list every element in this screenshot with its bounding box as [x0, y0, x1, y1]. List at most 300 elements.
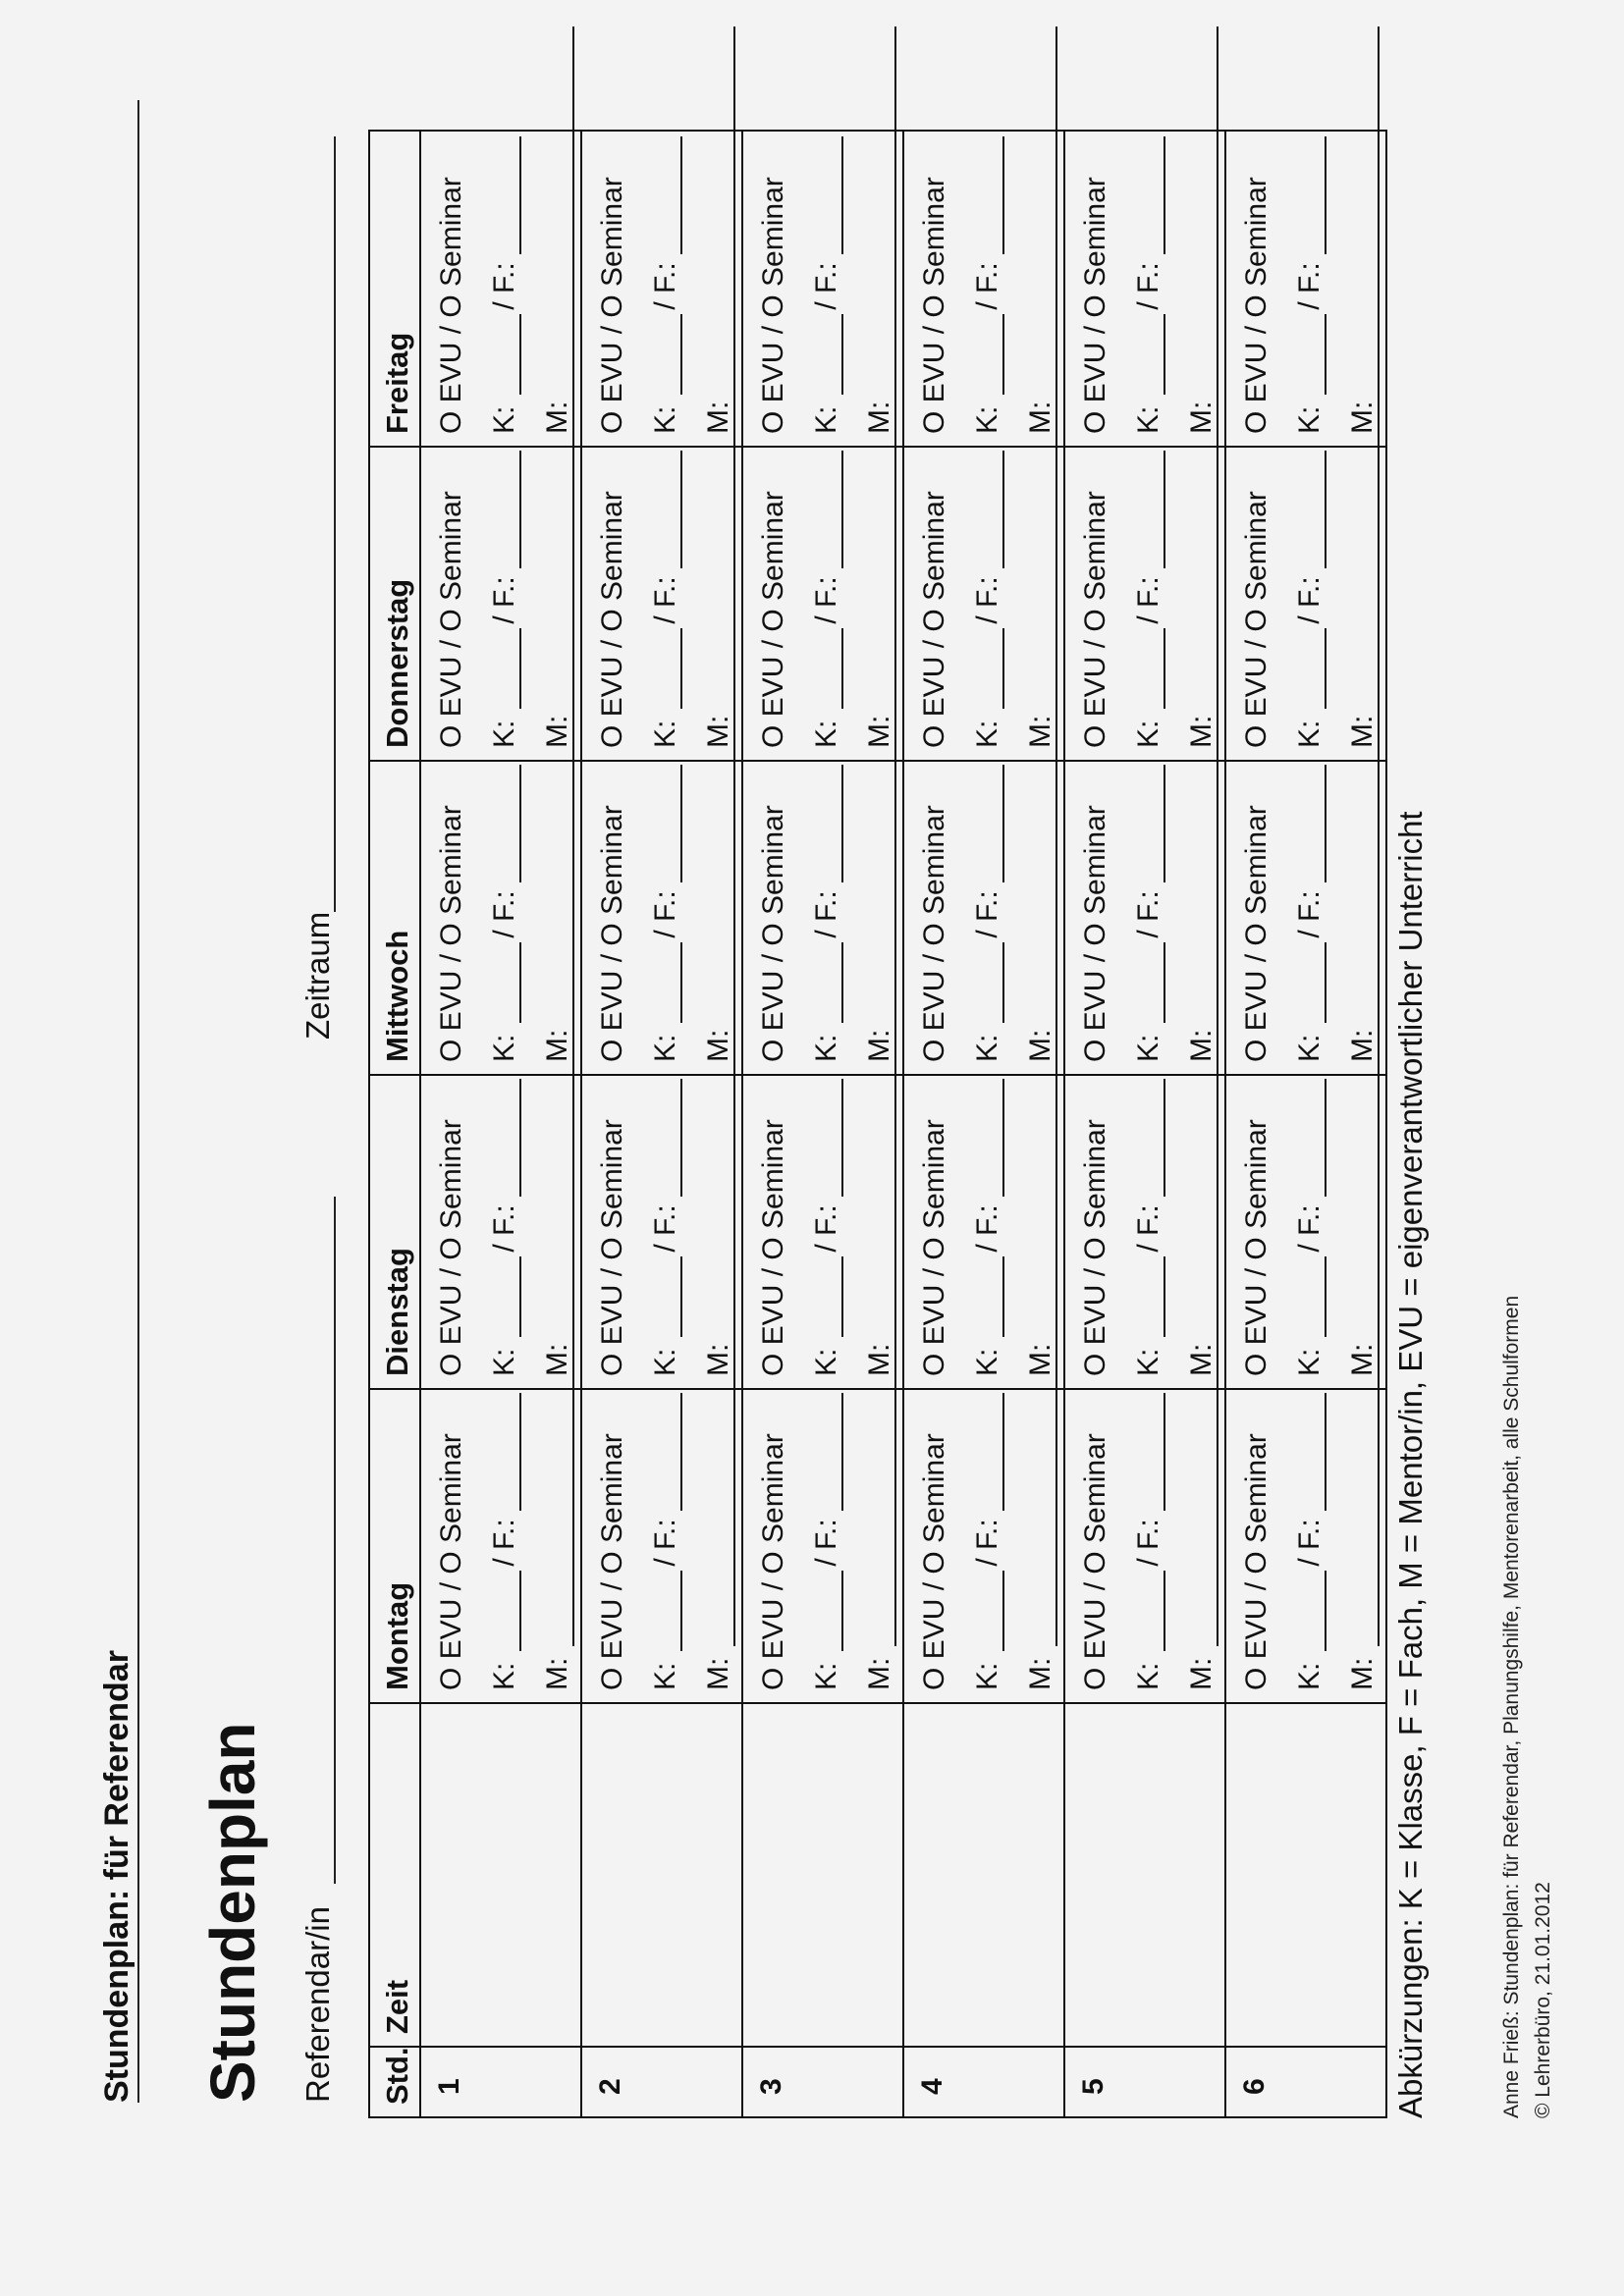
fach-label: / F.: — [1293, 262, 1326, 310]
evu-seminar-options[interactable]: O EVU / O Seminar — [596, 1119, 628, 1376]
evu-seminar-options[interactable]: O EVU / O Seminar — [1240, 177, 1272, 434]
footer-copyright: © Lehrerbüro, 21.01.2012 — [1532, 1882, 1554, 2118]
day-slot-cell — [581, 761, 742, 1075]
mentor-label: M: — [1346, 1029, 1379, 1062]
klasse-label: K: — [649, 720, 681, 748]
klasse-blank[interactable] — [490, 628, 521, 709]
fach-label: / F.: — [810, 262, 842, 310]
klasse-label: K: — [488, 1034, 520, 1062]
slot-form — [743, 762, 902, 1074]
klasse-blank[interactable] — [1295, 942, 1326, 1023]
fach-blank[interactable] — [651, 1393, 682, 1511]
klasse-blank[interactable] — [812, 1256, 843, 1337]
column-header: Montag — [369, 1389, 420, 1703]
klasse-blank[interactable] — [973, 1256, 1004, 1337]
klasse-fach-line — [1132, 451, 1165, 748]
evu-seminar-options[interactable]: O EVU / O Seminar — [918, 491, 950, 748]
slot-form — [421, 1390, 580, 1702]
fach-blank[interactable] — [1134, 136, 1165, 254]
lesson-number: 2 — [581, 2047, 742, 2117]
slot-form — [904, 1390, 1063, 1702]
lesson-number: 4 — [903, 2047, 1064, 2117]
mentor-line — [1185, 27, 1218, 434]
evu-seminar-options[interactable]: O EVU / O Seminar — [1079, 1119, 1111, 1376]
column-header: Donnerstag — [369, 447, 420, 761]
klasse-label: K: — [971, 1348, 1003, 1376]
mentor-label: M: — [1024, 1029, 1056, 1062]
day-slot-cell — [903, 761, 1064, 1075]
evu-seminar-options[interactable]: O EVU / O Seminar — [1079, 805, 1111, 1062]
fach-label: / F.: — [1293, 576, 1326, 624]
klasse-blank[interactable] — [651, 628, 682, 709]
fach-blank[interactable] — [1295, 136, 1326, 254]
mentor-label: M: — [1346, 715, 1379, 748]
evu-seminar-options[interactable]: O EVU / O Seminar — [918, 1119, 950, 1376]
evu-seminar-options[interactable]: O EVU / O Seminar — [918, 805, 950, 1062]
evu-seminar-options[interactable]: O EVU / O Seminar — [918, 177, 950, 434]
klasse-blank[interactable] — [1134, 314, 1165, 395]
klasse-label: K: — [488, 1662, 520, 1690]
referendar-label: Referendar/in — [299, 1906, 336, 2103]
klasse-blank[interactable] — [1295, 1256, 1326, 1337]
fach-blank[interactable] — [490, 765, 521, 882]
column-header: Std. — [369, 2047, 420, 2117]
mentor-label: M: — [1185, 1029, 1218, 1062]
fach-blank[interactable] — [1134, 451, 1165, 568]
klasse-blank[interactable] — [812, 628, 843, 709]
klasse-blank[interactable] — [651, 314, 682, 395]
footer-credit: Anne Frieß: Stundenplan: für Referendar, Planungshilfe, Mentorenarbeit, alle Schulformen — [1500, 1295, 1523, 2118]
zeitraum-label: Zeitraum — [299, 911, 336, 1040]
mentor-line — [541, 27, 574, 434]
klasse-fach-line — [810, 765, 843, 1062]
slot-form — [1226, 762, 1385, 1074]
mentor-label: M: — [1024, 1657, 1056, 1690]
klasse-label: K: — [971, 1034, 1003, 1062]
klasse-label: K: — [1293, 405, 1326, 434]
day-slot-cell — [1064, 131, 1225, 447]
evu-seminar-options[interactable]: O EVU / O Seminar — [596, 177, 628, 434]
klasse-label: K: — [1132, 1348, 1164, 1376]
klasse-fach-line — [488, 136, 521, 434]
fach-blank[interactable] — [1134, 1393, 1165, 1511]
time-cell[interactable] — [581, 1703, 742, 2047]
mentor-label: M: — [1346, 400, 1379, 434]
klasse-blank[interactable] — [490, 314, 521, 395]
fach-blank[interactable] — [973, 1393, 1004, 1511]
klasse-label: K: — [810, 1034, 842, 1062]
day-slot-cell — [420, 1389, 581, 1703]
klasse-label: K: — [1132, 405, 1164, 434]
klasse-blank[interactable] — [973, 314, 1004, 395]
klasse-label: K: — [810, 1662, 842, 1690]
klasse-label: K: — [971, 720, 1003, 748]
evu-seminar-options[interactable]: O EVU / O Seminar — [1240, 491, 1272, 748]
fach-label: / F.: — [971, 1519, 1003, 1567]
klasse-label: K: — [810, 1348, 842, 1376]
day-slot-cell — [742, 131, 903, 447]
slot-form — [904, 132, 1063, 446]
fach-label: / F.: — [971, 262, 1003, 310]
abbreviations-note: Abkürzungen: K = Klasse, F = Fach, M = Mentor/in, EVU = eigenverantwortlicher Unterricht — [1392, 811, 1429, 2118]
mentor-label: M: — [541, 400, 573, 434]
slot-form — [1065, 132, 1224, 446]
day-slot-cell — [581, 1389, 742, 1703]
table-row — [581, 131, 742, 2117]
fach-blank[interactable] — [490, 1393, 521, 1511]
klasse-blank[interactable] — [490, 942, 521, 1023]
klasse-label: K: — [1293, 1034, 1326, 1062]
fach-label: / F.: — [649, 890, 681, 938]
day-slot-cell — [903, 1075, 1064, 1389]
klasse-blank[interactable] — [1295, 628, 1326, 709]
klasse-fach-line — [1293, 1393, 1326, 1690]
klasse-fach-line — [649, 1079, 682, 1376]
klasse-blank[interactable] — [1134, 1256, 1165, 1337]
slot-form — [582, 448, 741, 760]
mentor-line — [702, 27, 735, 434]
klasse-blank[interactable] — [1134, 628, 1165, 709]
klasse-fach-line — [1132, 1393, 1165, 1690]
fach-blank[interactable] — [812, 1079, 843, 1197]
day-slot-cell — [420, 1075, 581, 1389]
mentor-label: M: — [541, 1029, 573, 1062]
fach-blank[interactable] — [812, 1393, 843, 1511]
klasse-blank[interactable] — [1295, 314, 1326, 395]
day-slot-cell — [1225, 447, 1386, 761]
fach-label: / F.: — [810, 1204, 842, 1253]
klasse-blank[interactable] — [651, 942, 682, 1023]
day-slot-cell — [1225, 761, 1386, 1075]
slot-form — [904, 762, 1063, 1074]
fach-label: / F.: — [488, 890, 520, 938]
klasse-label: K: — [649, 1034, 681, 1062]
fach-blank[interactable] — [490, 451, 521, 568]
mentor-line — [1346, 27, 1380, 434]
time-cell[interactable] — [420, 1703, 581, 2047]
day-slot-cell — [420, 131, 581, 447]
klasse-blank[interactable] — [812, 314, 843, 395]
fach-blank[interactable] — [1134, 1079, 1165, 1197]
evu-seminar-options[interactable]: O EVU / O Seminar — [435, 805, 467, 1062]
mentor-label: M: — [1346, 1657, 1379, 1690]
slot-form — [743, 448, 902, 760]
klasse-label: K: — [1132, 1034, 1164, 1062]
header-title: Stundenplan: für Referendar — [98, 1650, 135, 2103]
klasse-blank[interactable] — [973, 628, 1004, 709]
day-slot-cell — [903, 447, 1064, 761]
table-row — [1225, 131, 1386, 2117]
fach-blank[interactable] — [1295, 451, 1326, 568]
klasse-label: K: — [1293, 1662, 1326, 1690]
table-row — [420, 131, 581, 2117]
time-cell[interactable] — [742, 1703, 903, 2047]
fach-blank[interactable] — [490, 136, 521, 254]
slot-form — [582, 1390, 741, 1702]
klasse-fach-line — [488, 1393, 521, 1690]
klasse-label: K: — [810, 720, 842, 748]
mentor-blank[interactable] — [704, 27, 735, 390]
slot-form — [743, 1076, 902, 1388]
klasse-blank[interactable] — [1134, 1571, 1165, 1651]
slot-form — [1065, 1076, 1224, 1388]
fach-label: / F.: — [1132, 890, 1164, 938]
slot-form — [904, 1076, 1063, 1388]
mentor-line — [863, 27, 896, 434]
klasse-fach-line — [810, 1079, 843, 1376]
day-slot-cell — [420, 447, 581, 761]
mentor-blank[interactable] — [543, 27, 574, 390]
evu-seminar-options[interactable]: O EVU / O Seminar — [435, 1119, 467, 1376]
klasse-fach-line — [1293, 136, 1326, 434]
slot-form — [1065, 762, 1224, 1074]
klasse-label: K: — [1293, 1348, 1326, 1376]
table-row — [903, 131, 1064, 2117]
day-slot-cell — [1064, 761, 1225, 1075]
klasse-blank[interactable] — [812, 942, 843, 1023]
evu-seminar-options[interactable]: O EVU / O Seminar — [1240, 1433, 1272, 1690]
slot-form — [421, 762, 580, 1074]
mentor-blank[interactable] — [865, 27, 896, 390]
day-slot-cell — [742, 1075, 903, 1389]
day-slot-cell — [903, 1389, 1064, 1703]
day-slot-cell — [581, 131, 742, 447]
klasse-label: K: — [971, 1662, 1003, 1690]
fach-blank[interactable] — [651, 765, 682, 882]
klasse-fach-line — [649, 1393, 682, 1690]
evu-seminar-options[interactable]: O EVU / O Seminar — [1079, 177, 1111, 434]
klasse-fach-line — [1293, 451, 1326, 748]
evu-seminar-options[interactable]: O EVU / O Seminar — [757, 177, 789, 434]
table-body — [420, 131, 1386, 2117]
slot-form — [1226, 1390, 1385, 1702]
fach-label: / F.: — [1293, 890, 1326, 938]
slot-form — [1226, 448, 1385, 760]
mentor-label: M: — [863, 1029, 895, 1062]
mentor-label: M: — [1346, 1343, 1379, 1376]
klasse-fach-line — [1132, 765, 1165, 1062]
mentor-line — [1024, 27, 1057, 434]
fach-blank[interactable] — [651, 451, 682, 568]
mentor-label: M: — [1024, 715, 1056, 748]
day-slot-cell — [742, 447, 903, 761]
mentor-blank[interactable] — [1187, 27, 1218, 390]
klasse-fach-line — [1293, 765, 1326, 1062]
klasse-fach-line — [649, 765, 682, 1062]
klasse-label: K: — [810, 405, 842, 434]
evu-seminar-options[interactable]: O EVU / O Seminar — [757, 1433, 789, 1690]
evu-seminar-options[interactable]: O EVU / O Seminar — [596, 491, 628, 748]
evu-seminar-options[interactable]: O EVU / O Seminar — [435, 177, 467, 434]
slot-form — [1065, 448, 1224, 760]
zeitraum-line — [334, 136, 336, 912]
fach-label: / F.: — [1293, 1519, 1326, 1567]
fach-blank[interactable] — [973, 1079, 1004, 1197]
klasse-fach-line — [1132, 136, 1165, 434]
column-header: Mittwoch — [369, 761, 420, 1075]
evu-seminar-options[interactable]: O EVU / O Seminar — [435, 1433, 467, 1690]
fach-label: / F.: — [1132, 1519, 1164, 1567]
column-header: Freitag — [369, 131, 420, 447]
mentor-label: M: — [1024, 400, 1056, 434]
mentor-label: M: — [1185, 715, 1218, 748]
klasse-blank[interactable] — [651, 1256, 682, 1337]
evu-seminar-options[interactable]: O EVU / O Seminar — [1079, 1433, 1111, 1690]
mentor-label: M: — [863, 1343, 895, 1376]
header-row — [369, 131, 420, 2117]
evu-seminar-options[interactable]: O EVU / O Seminar — [1240, 1119, 1272, 1376]
fach-blank[interactable] — [973, 765, 1004, 882]
slot-form — [421, 448, 580, 760]
klasse-label: K: — [488, 720, 520, 748]
klasse-fach-line — [971, 451, 1004, 748]
klasse-fach-line — [971, 1079, 1004, 1376]
evu-seminar-options[interactable]: O EVU / O Seminar — [757, 1119, 789, 1376]
fach-label: / F.: — [810, 576, 842, 624]
slot-form — [1065, 1390, 1224, 1702]
klasse-fach-line — [649, 136, 682, 434]
mentor-label: M: — [541, 715, 573, 748]
fach-label: / F.: — [971, 1204, 1003, 1253]
time-cell[interactable] — [1225, 1703, 1386, 2047]
mentor-label: M: — [702, 1029, 734, 1062]
lesson-number: 3 — [742, 2047, 903, 2117]
klasse-fach-line — [971, 136, 1004, 434]
fach-blank[interactable] — [651, 136, 682, 254]
fach-label: / F.: — [1132, 1204, 1164, 1253]
fach-blank[interactable] — [973, 451, 1004, 568]
klasse-label: K: — [971, 405, 1003, 434]
klasse-fach-line — [488, 765, 521, 1062]
klasse-fach-line — [971, 765, 1004, 1062]
klasse-fach-line — [488, 1079, 521, 1376]
day-slot-cell — [1225, 1389, 1386, 1703]
evu-seminar-options[interactable]: O EVU / O Seminar — [757, 491, 789, 748]
fach-label: / F.: — [488, 1519, 520, 1567]
slot-form — [582, 1076, 741, 1388]
referendar-line — [334, 1197, 336, 1884]
column-header: Dienstag — [369, 1075, 420, 1389]
klasse-fach-line — [488, 451, 521, 748]
fach-label: / F.: — [971, 890, 1003, 938]
klasse-fach-line — [810, 451, 843, 748]
fach-label: / F.: — [649, 1204, 681, 1253]
day-slot-cell — [903, 131, 1064, 447]
fach-label: / F.: — [649, 576, 681, 624]
column-header: Zeit — [369, 1703, 420, 2047]
klasse-blank[interactable] — [812, 1571, 843, 1651]
mentor-label: M: — [702, 715, 734, 748]
fach-label: / F.: — [488, 262, 520, 310]
mentor-label: M: — [863, 400, 895, 434]
mentor-label: M: — [1024, 1343, 1056, 1376]
mentor-label: M: — [863, 1657, 895, 1690]
fach-blank[interactable] — [812, 765, 843, 882]
fach-blank[interactable] — [1295, 765, 1326, 882]
klasse-fach-line — [1293, 1079, 1326, 1376]
time-cell[interactable] — [903, 1703, 1064, 2047]
mentor-label: M: — [702, 1657, 734, 1690]
evu-seminar-options[interactable]: O EVU / O Seminar — [1240, 805, 1272, 1062]
evu-seminar-options[interactable]: O EVU / O Seminar — [596, 1433, 628, 1690]
evu-seminar-options[interactable]: O EVU / O Seminar — [1079, 491, 1111, 748]
fach-blank[interactable] — [1295, 1079, 1326, 1197]
klasse-blank[interactable] — [973, 1571, 1004, 1651]
document-title: Stundenplan — [197, 1722, 268, 2103]
day-slot-cell — [742, 761, 903, 1075]
fach-label: / F.: — [971, 576, 1003, 624]
lesson-number: 1 — [420, 2047, 581, 2117]
klasse-fach-line — [810, 136, 843, 434]
klasse-fach-line — [649, 451, 682, 748]
fach-blank[interactable] — [812, 136, 843, 254]
slot-form — [1226, 1076, 1385, 1388]
klasse-label: K: — [1132, 720, 1164, 748]
evu-seminar-options[interactable]: O EVU / O Seminar — [918, 1433, 950, 1690]
day-slot-cell — [1064, 447, 1225, 761]
klasse-blank[interactable] — [490, 1571, 521, 1651]
schedule-table — [368, 130, 1387, 2118]
fach-blank[interactable] — [651, 1079, 682, 1197]
klasse-label: K: — [1132, 1662, 1164, 1690]
mentor-label: M: — [702, 1343, 734, 1376]
klasse-label: K: — [649, 1662, 681, 1690]
klasse-fach-line — [1132, 1079, 1165, 1376]
slot-form — [421, 1076, 580, 1388]
fach-blank[interactable] — [1134, 765, 1165, 882]
day-slot-cell — [581, 1075, 742, 1389]
fach-blank[interactable] — [812, 451, 843, 568]
evu-seminar-options[interactable]: O EVU / O Seminar — [757, 805, 789, 1062]
klasse-fach-line — [971, 1393, 1004, 1690]
table-row — [742, 131, 903, 2117]
klasse-blank[interactable] — [1134, 942, 1165, 1023]
slot-form — [743, 132, 902, 446]
header-rule — [137, 100, 139, 2103]
time-cell[interactable] — [1064, 1703, 1225, 2047]
klasse-blank[interactable] — [1295, 1571, 1326, 1651]
day-slot-cell — [1225, 131, 1386, 447]
klasse-blank[interactable] — [973, 942, 1004, 1023]
klasse-label: K: — [488, 1348, 520, 1376]
day-slot-cell — [742, 1389, 903, 1703]
klasse-blank[interactable] — [490, 1256, 521, 1337]
fach-label: / F.: — [1293, 1204, 1326, 1253]
fach-label: / F.: — [810, 890, 842, 938]
day-slot-cell — [420, 761, 581, 1075]
fach-blank[interactable] — [1295, 1393, 1326, 1511]
fach-label: / F.: — [810, 1519, 842, 1567]
mentor-label: M: — [1185, 1343, 1218, 1376]
mentor-blank[interactable] — [1348, 27, 1380, 390]
lesson-number: 6 — [1225, 2047, 1386, 2117]
fach-label: / F.: — [1132, 262, 1164, 310]
fach-blank[interactable] — [973, 136, 1004, 254]
klasse-label: K: — [1293, 720, 1326, 748]
slot-form — [421, 132, 580, 446]
evu-seminar-options[interactable]: O EVU / O Seminar — [435, 491, 467, 748]
klasse-label: K: — [488, 405, 520, 434]
klasse-label: K: — [649, 405, 681, 434]
mentor-blank[interactable] — [1026, 27, 1057, 390]
fach-label: / F.: — [488, 576, 520, 624]
fach-label: / F.: — [1132, 576, 1164, 624]
fach-blank[interactable] — [490, 1079, 521, 1197]
klasse-fach-line — [810, 1393, 843, 1690]
evu-seminar-options[interactable]: O EVU / O Seminar — [596, 805, 628, 1062]
klasse-label: K: — [649, 1348, 681, 1376]
klasse-blank[interactable] — [651, 1571, 682, 1651]
